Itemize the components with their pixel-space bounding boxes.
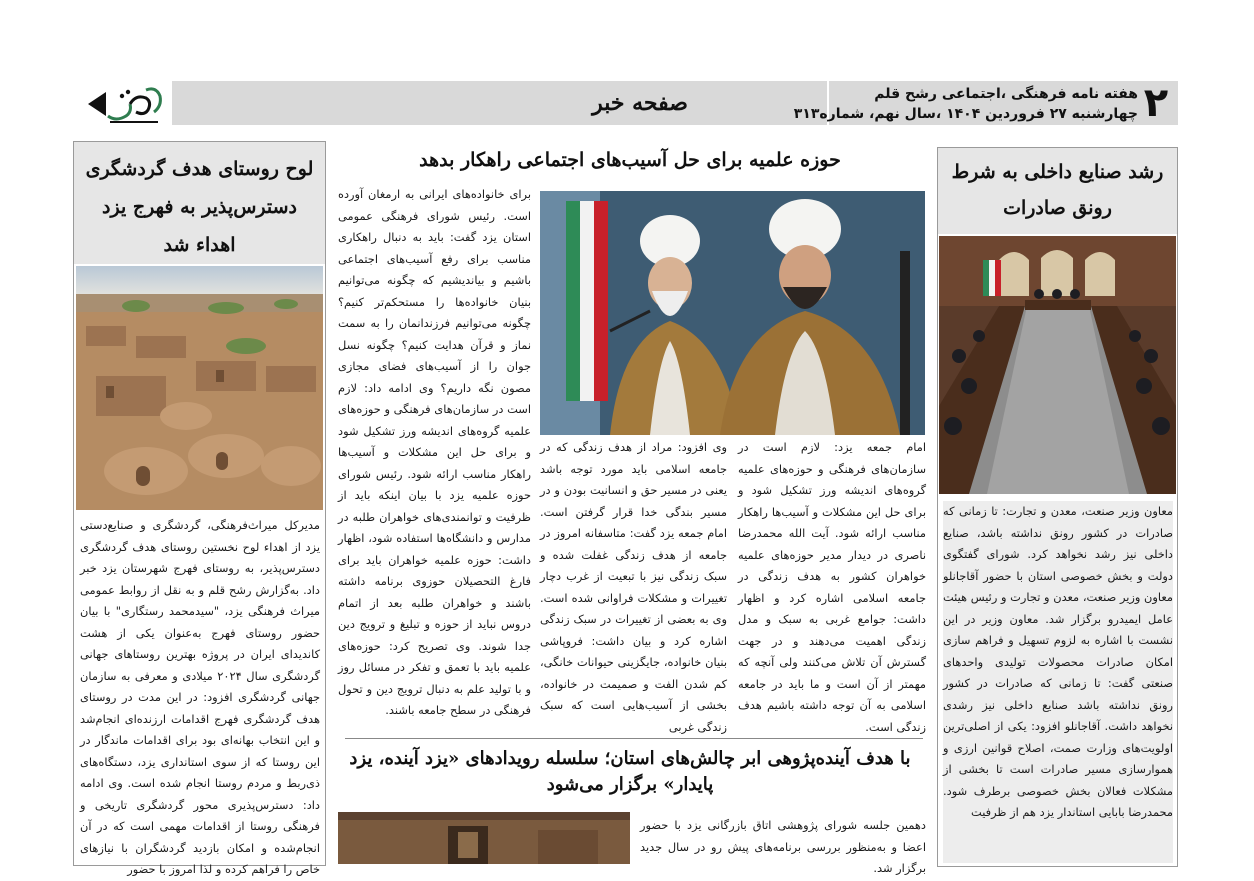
- meeting-room-photo-graphic: [338, 812, 630, 864]
- publication-info: [793, 84, 1138, 124]
- conference-room-photo: [939, 236, 1176, 494]
- meeting-room-photo: [338, 812, 630, 864]
- left-article-title: لوح روستای هدف گردشگری دسترس‌پذیر به فهرج یزد اهداء شد: [74, 142, 325, 264]
- right-article-title: رشد صنایع داخلی به شرط رونق صادرات: [938, 148, 1177, 234]
- clerics-photo-graphic: [540, 191, 925, 435]
- second-article-body: دهمین جلسه شورای پژوهشی اتاق بازرگانی یزد با حضور اعضا و به‌منظور بررسی برنامه‌های پیش رو در سال جدید برگزار شد.: [640, 818, 926, 875]
- right-article-body: معاون وزیر صنعت، معدن و تجارت: تا زمانی که صادرات در کشور رونق نداشته باشد، صنایع داخلی نیز رشد نخواهد کرد. شورای گفتگوی دولت و بخش خصوصی استان با حضور آقاجانلو معاون وزیر صنعت، معدن و تجارت و رئیس هیئت عامل ایمیدرو برگزار شد. معاون وزیر در این نشست با اشاره به لزوم تسهیل و فراهم سازی امکان صادرات محصولات تولیدی واحدهای صنعتی گفت: تا زمانی که صادرات در کشور رونق نداشته باشد صنایع داخلی نیز رشدی نخواهد داشت. آقاجانلو افزود: یکی از اصلی‌ترین اولویت‌های وزارت صمت، اصلاح قوانین ارزی و هموارسازی مسیر صادرات است تا بخشی از مشکلات فعالان بخش خصوصی برطرف شود. محمدرضا بابایی استاندار یزد هم از ظرفیت: [943, 501, 1173, 863]
- conference-room-photo-graphic: [939, 236, 1176, 494]
- right-article: [937, 147, 1178, 867]
- issue-date-line: چهارشنبه ۲۷ فروردین ۱۴۰۴ ،سال نهم، شماره۳۱۳: [793, 106, 1138, 122]
- village-photo: [76, 266, 323, 510]
- main-article-column-2: وی افزود: مراد از هدف زندگی که در جامعه اسلامی باید مورد توجه باشد یعنی در مسیر حق و انسانیت بودن و در مسیر بندگی خدا قرار گرفتن است. امام جمعه یزد گفت: متاسفانه امروز در جامعه از هدف زندگی غفلت شده و سبک زندگی نیز با تبعیت از غرب دچار تغییرات و مشکلات فراوانی شده است. وی به بعضی از تغییرات در سبک زندگی اشاره کرد و بیان داشت: فروپاشی بنیان خانواده، جایگزینی حیوانات خانگی، کم شدن الفت و صمیمت در خانواده، بخشی از آسیب‌هایی است که سبک زندگی غربی: [540, 440, 727, 734]
- left-article-body: مدیرکل میراث‌فرهنگی، گردشگری و صنایع‌دستی یزد از اهداء لوح نخستین روستای هدف گردشگری دسترس‌پذیر، به روستای فهرج شهرستان یزد خبر داد. به‌گزارش رشح قلم و به نقل از روابط عمومی میراث فرهنگی یزد، "سیدمحمد رستگاری" با بیان حضور روستای فهرج به‌عنوان یکی از هشت کاندیدای ایران در پروژه بهترین روستاهای جهانی گردشگری سال ۲۰۲۴ میلادی و معرفی به سازمان جهانی گردشگری افزود: در این مدت در روستای هدف گردشگری فهرج اقدامات ارزنده‌ای انجام‌شد و این انتخاب بهانه‌ای بود برای اقدامات ماندگار در این روستا که از سوی استانداری یزد، دستگاه‌های ذی‌ربط و مردم روستا انجام شده است. وی ادامه داد: دسترس‌پذیری محور گردشگری تاریخی و فرهنگی روستا از اقدامات مهمی است که در آن انجام‌شده و امکان بازدید گردشگران با نیازهای خاص را فراهم کرده و لذا امروز با حضور: [80, 518, 320, 876]
- clerics-photo: [540, 191, 925, 435]
- rashh-ghalam-logo: [86, 82, 164, 128]
- publication-name: هفته نامه فرهنگی ،اجتماعی رشح قلم: [874, 86, 1138, 102]
- page-number: ۲: [1143, 80, 1169, 126]
- second-article-title: با هدف آینده‌پژوهی ابر چالش‌های استان؛ سلسله رویدادهای «یزد آینده، یزد پایدار» برگزار می‌شود: [349, 748, 911, 795]
- village-photo-graphic: [76, 266, 323, 510]
- section-title: صفحه خبر: [592, 90, 688, 116]
- main-article-column-1: برای خانواده‌های ایرانی به ارمغان آورده است. رئیس شورای فرهنگی عمومی استان یزد گفت: باید به دنبال راهکاری مناسب برای رفع آسیب‌های اجتماعی باشیم و بیاندیشیم که چگونه می‌توانیم بنیان خانواده‌ها را مستحکم‌تر کنیم؟ چگونه می‌توانیم فرزندانمان را به سمت نماز و قرآن هدایت کنیم؟ چگونه نسل جوان را از آسیب‌های فضای مجازی مصون نگه داریم؟ وی ادامه داد: لازم است در سازمان‌های فرهنگی و حوزه‌های علمیه گروه‌های اندیشه ورز تشکیل شود و برای حل این مشکلات و آسیب‌ها راهکار مناسب ارائه شود. رئیس شورای حوزه علمیه یزد با بیان اینکه باید از ظرفیت و توانمندی‌های خواهران طلبه در مدارس و دانشگاه‌ها استفاده شود، اظهار داشت: حوزه علمیه خواهران باید برای فارغ التحصیلان حوزوی برنامه داشته باشند و خواهران طلبه بعد از اتمام دروس نباید از حوزه و تبلیغ و ترویج دین جدا شوند. وی تصریح کرد: حوزه‌های علمیه باید با تعمق و تفکر در مسائل روز و با تولید علم به دنبال ترویج دین و تحول فرهنگی در سطح جامعه باشند.: [338, 187, 531, 717]
- main-article-title: حوزه علمیه برای حل آسیب‌های اجتماعی راهکار بدهد: [419, 149, 841, 171]
- main-article-column-3: امام جمعه یزد: لازم است در سازمان‌های فرهنگی و حوزه‌های علمیه گروه‌های اندیشه ورز تشکیل شود و برای حل این مشکلات و آسیب‌ها راهکار مناسب ارائه شود. آیت الله محمدرضا ناصری در دیدار مدیر حوزه‌های علمیه خواهران کشور به هدف زندگی در جامعه اسلامی اشاره کرد و اظهار داشت: جوامع غربی به سبک و مدل زندگی اهمیت می‌دهند و در جهت گسترش آن تلاش می‌کنند ولی آنچه که مهمتر از آن است و ما باید در جامعه اسلامی به آن توجه داشته باشیم هدف زندگی است.: [738, 440, 926, 734]
- article-divider: [345, 738, 923, 739]
- left-article: [73, 141, 326, 876]
